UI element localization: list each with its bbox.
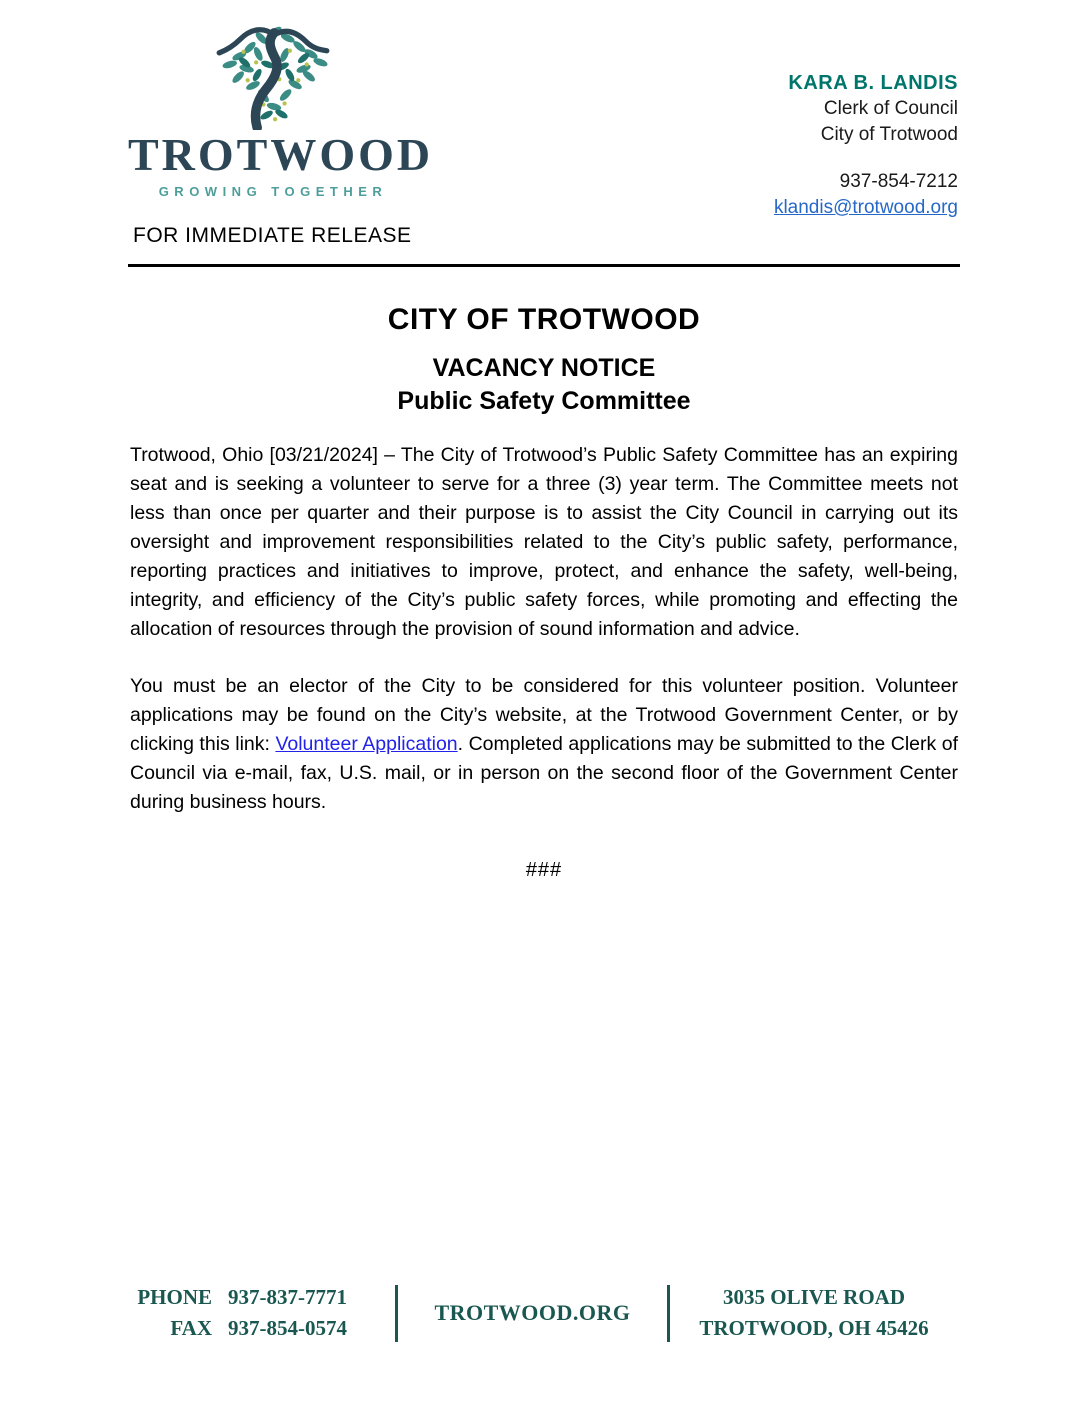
contact-title: Clerk of Council xyxy=(823,98,958,119)
header-divider-rule xyxy=(128,264,960,267)
footer-website: TROTWOOD.ORG xyxy=(434,1300,631,1325)
headline-title: CITY OF TROTWOOD xyxy=(387,303,701,336)
footer-fax-label: FAX xyxy=(170,1316,212,1340)
paragraph-2-before-link: You must be an elector of the City to be considered for this volunteer position. Volunteer applications may be found on the City’s website, at the Trotwood Government Center, or by clicking this link: xyxy=(130,675,958,755)
footer-address xyxy=(670,1282,958,1344)
logo-wordmark: TROTWOOD xyxy=(128,129,434,180)
footer-phone-row xyxy=(130,1282,395,1313)
headline-subtitle1: VACANCY NOTICE xyxy=(432,354,656,382)
footer-phone-label: PHONE xyxy=(137,1285,212,1309)
contact-phone: 937-854-7212 xyxy=(839,171,958,192)
headline-subtitle2: Public Safety Committee xyxy=(397,387,691,415)
paragraph-1: Trotwood, Ohio [03/21/2024] – The City of Trotwood’s Public Safety Committee has an expiring seat and is seeking a volunteer to serve for a three (3) year term. The Committee meets not less than once per quarter and their purpose is to assist the City Council in carrying out its oversight and improvement responsibilities related to the City’s public safety, performance, reporting practices and initiatives to improve, protect, and enhance the safety, well-being, integrity, and efficiency of the City’s public safety forces, while promoting and effecting the allocation of resources through the provision of sound information and advice. xyxy=(130,444,958,640)
trotwood-tree-logo xyxy=(215,20,331,130)
paragraph-2-after-link: . Completed applications may be submitted to the Clerk of Council via e-mail, fax, U.S. mail, or in person on the second floor of the Government Center during business hours. xyxy=(130,733,958,813)
body-text xyxy=(130,441,958,885)
paragraph-2 xyxy=(130,672,958,817)
footer-phone-value: 937-837-7771 xyxy=(228,1285,347,1309)
release-line: FOR IMMEDIATE RELEASE xyxy=(133,224,412,247)
contact-email xyxy=(774,195,958,221)
volunteer-application-link[interactable]: Volunteer Application xyxy=(275,733,458,755)
end-mark: ### xyxy=(525,859,563,881)
footer-fax-row xyxy=(130,1313,395,1344)
footer-fax-value: 937-854-0574 xyxy=(228,1316,347,1340)
page-footer xyxy=(130,1282,958,1344)
headline-block xyxy=(0,303,1088,416)
logo-tagline: GROWING TOGETHER xyxy=(158,184,388,199)
city-logo xyxy=(128,20,434,199)
contact-organization: City of Trotwood xyxy=(820,124,958,145)
email-link[interactable]: klandis@trotwood.org xyxy=(773,197,958,218)
footer-phone-fax xyxy=(130,1282,395,1344)
footer-address-line1: 3035 OLIVE ROAD xyxy=(722,1285,906,1309)
contact-block xyxy=(774,70,958,221)
contact-name: KARA B. LANDIS xyxy=(788,72,958,94)
footer-address-line2: TROTWOOD, OH 45426 xyxy=(699,1316,929,1340)
